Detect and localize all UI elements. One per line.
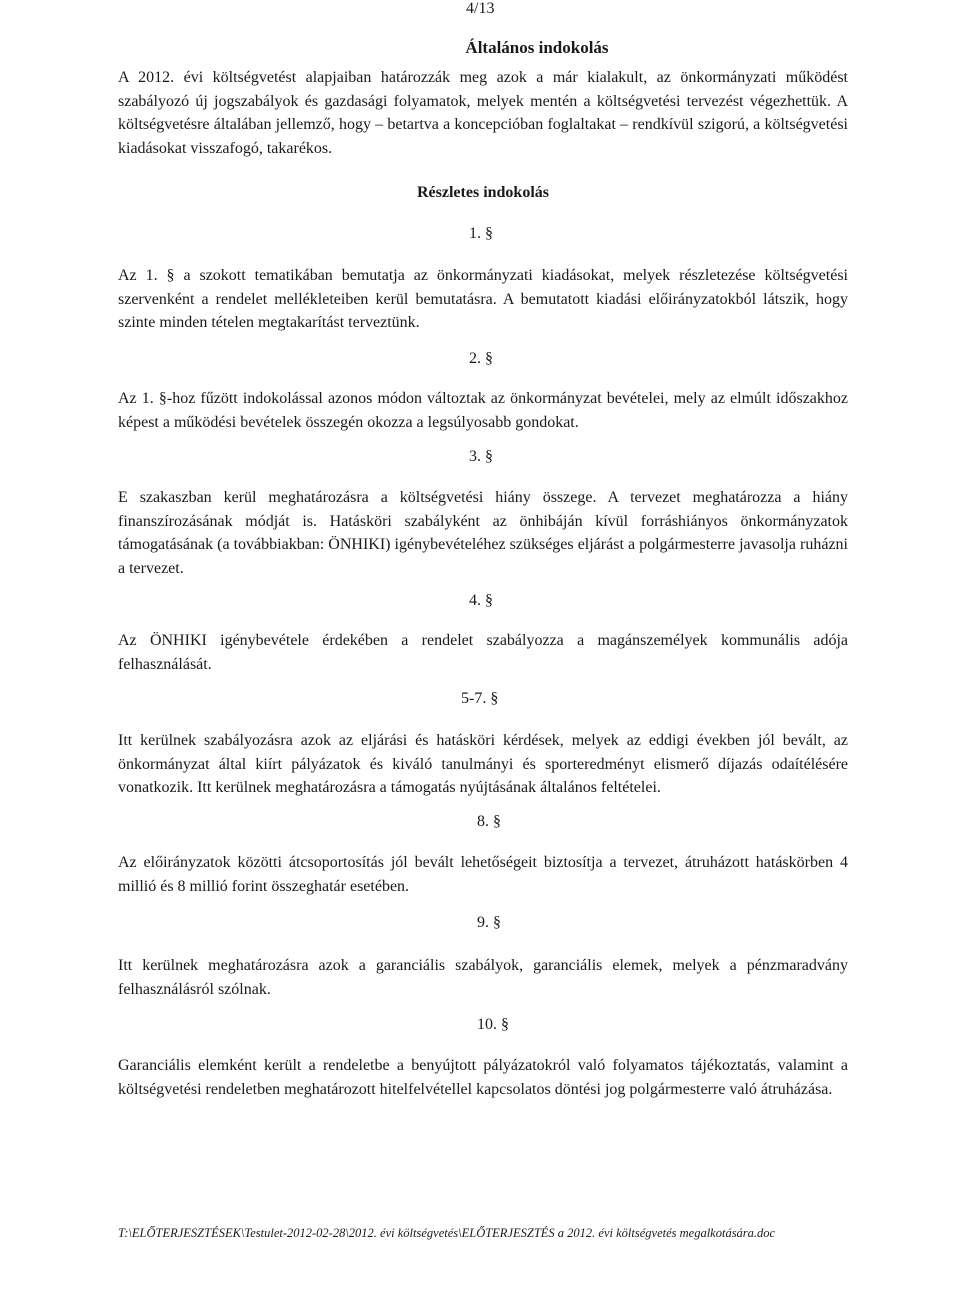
section-2-text: Az 1. §-hoz fűzött indokolással azonos módon változtak az önkormányzat bevételei, mely az elmúlt időszakhoz képest a működési bevételek összegén okozza a legsúlyosabb gondokat. xyxy=(118,390,848,431)
page-number: 4/13 xyxy=(466,0,495,17)
section-4-heading: 4. § xyxy=(469,592,493,609)
section-3-heading: 3. § xyxy=(469,448,493,465)
document-title: Általános indokolás xyxy=(465,38,609,57)
section-8-heading: 8. § xyxy=(477,813,501,830)
section-5-7-heading: 5-7. § xyxy=(461,690,499,707)
section-9-text: Itt kerülnek meghatározásra azok a garanciális szabályok, garanciális elemek, melyek a pénzmaradvány felhasználásról szólnak. xyxy=(118,957,848,998)
section-5-7-text: Itt kerülnek szabályozásra azok az eljárási és hatásköri kérdések, melyek az eddigi években jól bevált, az önkormányzat által kiírt pályázatok és kiváló tanulmányi és sporteredményt elismerő díjazás odaítélésére vonatkozik. Itt kerülnek meghatározásra a támogatás nyújtásának általános feltételei. xyxy=(118,732,848,796)
section-8-text: Az előirányzatok közötti átcsoportosítás jól bevált lehetőségeit biztosítja a tervezet, átruházott hatáskörben 4 millió és 8 millió forint összeghatár esetében. xyxy=(118,854,848,895)
footer-file-path: T:\ELŐTERJESZTÉSEK\Testulet-2012-02-28\2012. évi költségvetés\ELŐTERJESZTÉS a 2012. évi költségvetés megalkotására.doc xyxy=(118,1226,776,1240)
section-4-text: Az ÖNHIKI igénybevétele érdekében a rendelet szabályozza a magánszemélyek kommunális adója felhasználását. xyxy=(118,632,848,673)
section-10-text: Garanciális elemként került a rendeletbe a benyújtott pályázatokról való folyamatos tájékoztatás, valamint a költségvetési rendeletben meghatározott hitelfelvétellel kapcsolatos döntési jog polgármesterre való átruházása. xyxy=(118,1057,848,1098)
section-1-text: Az 1. § a szokott tematikában bemutatja az önkormányzati kiadásokat, melyek részletezése költségvetési szervenként a rendelet mellékleteiben kerül bemutatásra. A bemutatott kiadási előirányzatokból látszik, hogy szinte minden tételen megtakarítást terveztünk. xyxy=(118,267,848,331)
intro-paragraph: A 2012. évi költségvetést alapjaiban határozzák meg azok a már kialakult, az önkormányzati működést szabályozó új jogszabályok és gazdasági folyamatok, melyek mentén a költségvetési tervezést végezhettük. A költségvetésre általában jellemző, hogy – betartva a koncepcióban foglaltakat – rendkívül szigorú, a költségvetési kiadásokat visszafogó, takarékos. xyxy=(118,69,848,157)
section-3-text: E szakaszban kerül meghatározásra a költségvetési hiány összege. A tervezet meghatározza a hiány finanszírozásának módját is. Hatásköri szabályként az önhibáján kívül forráshiányos önkormányzatok támogatásának (a továbbiakban: ÖNHIKI) igénybevételéhez szükséges eljárást a polgármesterre javasolja ruházni a tervezet. xyxy=(118,489,848,577)
section-2-heading: 2. § xyxy=(469,350,493,367)
section-subtitle: Részletes indokolás xyxy=(417,184,549,201)
section-9-heading: 9. § xyxy=(477,914,501,931)
section-1-heading: 1. § xyxy=(469,225,493,242)
section-10-heading: 10. § xyxy=(477,1016,509,1033)
